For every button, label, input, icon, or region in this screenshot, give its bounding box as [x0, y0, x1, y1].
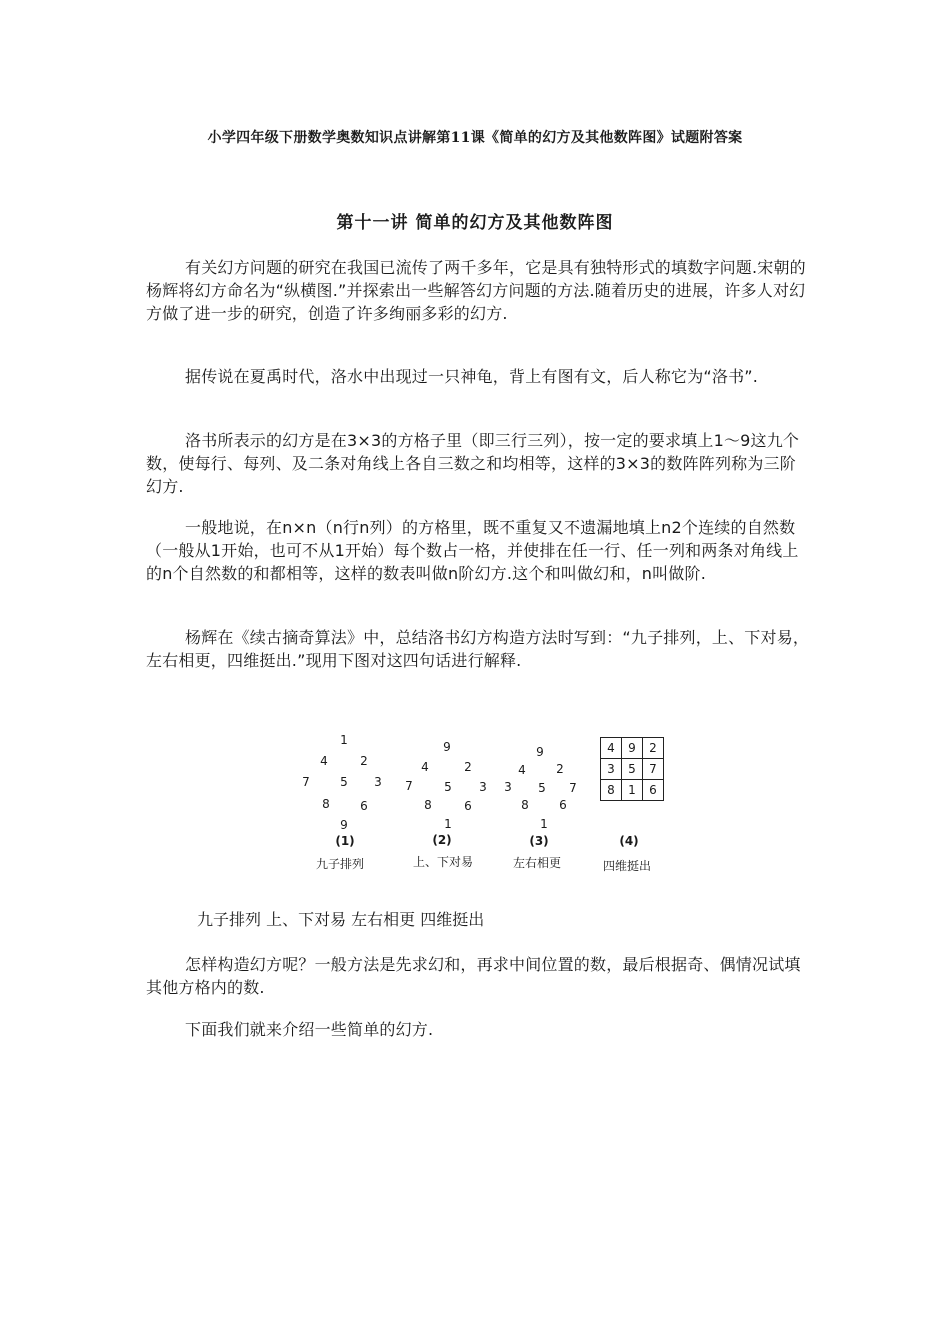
figure-number: 6	[464, 799, 472, 813]
figure-number: 9	[340, 818, 348, 832]
paragraph-intro: 有关幻方问题的研究在我国已流传了两千多年，它是具有独特形式的填数字问题.宋朝的杨辉将幻方命名为“纵横图.”并探索出一些解答幻方问题的方法.随着历史的进展，许多人对幻方做了进一步的研究，创造了许多绚丽多彩的幻方.	[146, 258, 806, 323]
figure-panel-caption: 上、下对易	[412, 855, 473, 869]
figure-number: 2	[464, 760, 472, 774]
grid-cell: 3	[601, 759, 622, 780]
paragraph-yanghui: 杨辉在《续古摘奇算法》中，总结洛书幻方构造方法时写到：“九子排列，上、下对易，左右相更，四维挺出.”现用下图对这四句话进行解释.	[146, 628, 810, 670]
figure-number: 9	[536, 745, 544, 759]
paragraph-definition: 一般地说，在n×n（n行n列）的方格里，既不重复又不遗漏地填上n2个连续的自然数（一般从1开始，也可不从1开始）每个数占一格，并使排在任一行、任一列和两条对角线上的n个自然数的和都相等，这样的数表叫做n阶幻方.这个和叫做幻和，n叫做阶.	[146, 518, 799, 583]
figure-number: 8	[424, 798, 432, 812]
figure-number: 8	[521, 798, 529, 812]
figure-panel-label: (3)	[529, 834, 549, 848]
grid-cell: 6	[643, 780, 664, 801]
figure-panel-label: (4)	[619, 834, 639, 848]
figure-number: 7	[302, 775, 310, 789]
lesson-heading: 第十一讲 简单的幻方及其他数阵图	[336, 213, 614, 233]
figure-panel-caption: 四维挺出	[602, 859, 651, 873]
grid-cell: 1	[622, 780, 643, 801]
figure-number: 4	[421, 760, 429, 774]
magic-square-figure	[295, 728, 685, 888]
figure-number: 1	[540, 817, 548, 831]
figure-number: 4	[320, 754, 328, 768]
figure-number: 9	[443, 740, 451, 754]
magic-square-grid	[600, 737, 664, 801]
figure-number: 2	[360, 754, 368, 768]
figure-number: 1	[340, 733, 348, 747]
figure-panel-caption: 左右相更	[512, 856, 561, 870]
figure-number: 5	[340, 775, 348, 789]
figure-number: 4	[518, 763, 526, 777]
figure-number: 7	[405, 779, 413, 793]
paragraph-construction: 怎样构造幻方呢？一般方法是先求幻和，再求中间位置的数，最后根据奇、偶情况试填其他方格内的数.	[146, 955, 801, 997]
figure-number: 6	[360, 799, 368, 813]
figure-number: 6	[559, 798, 567, 812]
figure-number: 3	[479, 780, 487, 794]
document-title: 小学四年级下册数学奥数知识点讲解第11课《简单的幻方及其他数阵图》试题附答案	[207, 130, 743, 146]
summary-line: 九子排列 上、下对易 左右相更 四维挺出	[197, 910, 485, 929]
figure-number: 8	[322, 797, 330, 811]
grid-cell: 2	[643, 738, 664, 759]
grid-cell: 9	[622, 738, 643, 759]
grid-cell: 5	[622, 759, 643, 780]
figure-number: 5	[444, 780, 452, 794]
paragraph-luoshu: 洛书所表示的幻方是在3×3的方格子里（即三行三列），按一定的要求填上1～9这九个数，使每行、每列、及二条对角线上各自三数之和均相等，这样的3×3的数阵阵列称为三阶幻方.	[146, 431, 800, 496]
figure-panel-label: (1)	[335, 834, 355, 848]
figure-number: 5	[538, 781, 546, 795]
figure-number: 1	[444, 817, 452, 831]
figure-number: 2	[556, 762, 564, 776]
grid-cell: 7	[643, 759, 664, 780]
figure-number: 3	[504, 780, 512, 794]
figure-panel-label: (2)	[432, 833, 452, 847]
figure-number: 3	[374, 775, 382, 789]
grid-cell: 8	[601, 780, 622, 801]
figure-panel-caption: 九子排列	[315, 857, 364, 871]
figure-number: 7	[569, 781, 577, 795]
paragraph-legend: 据传说在夏禹时代，洛水中出现过一只神龟，背上有图有文，后人称它为“洛书”.	[185, 367, 759, 386]
grid-cell: 4	[601, 738, 622, 759]
paragraph-closing: 下面我们就来介绍一些简单的幻方.	[185, 1020, 434, 1039]
